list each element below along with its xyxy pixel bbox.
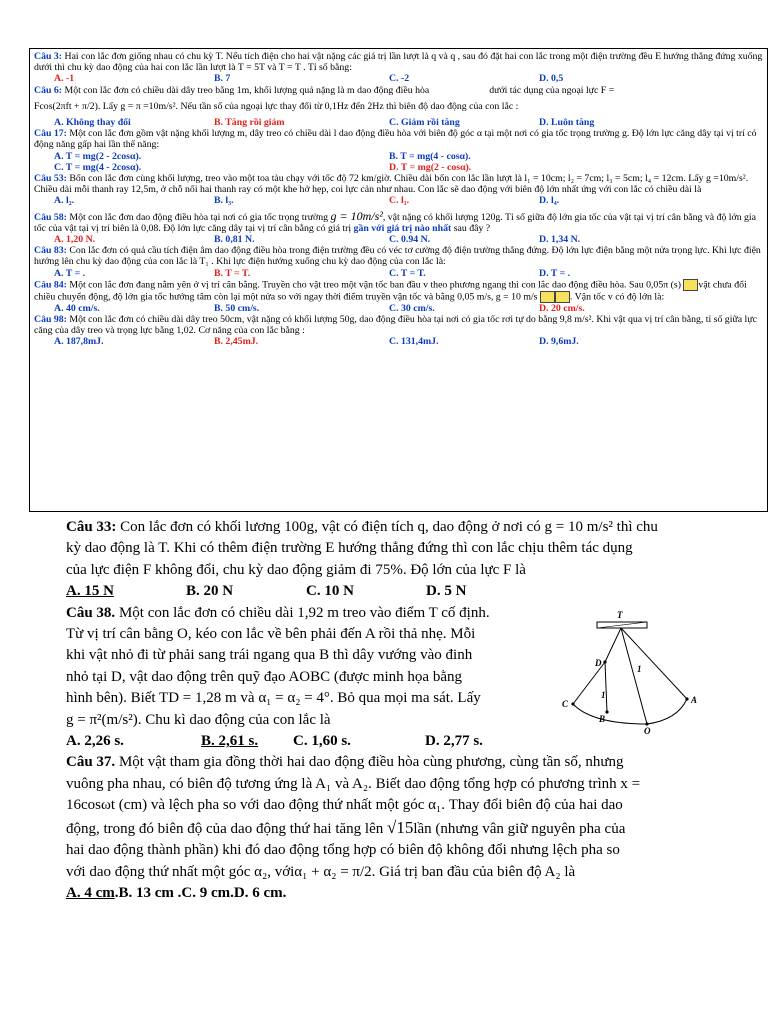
lower-questions: Câu 33: Con lắc đơn có khối lương 100g, vật có điện tích q, dao động ở nơi có g = 10 m/s² thì chu kỳ dao động là T. Khi có thêm điện trường E hướng thẳng đứng thì con lắc chịu thêm tác dụng của lực điện F không đổi, chu kỳ dao động giảm đi 75%. Độ lớn của lực F là A. 15 N B. 20 N C. 10 N D. 5 N Câu 38. Một con lắc đơn có chiều dài 1,92 m treo vào điểm T cố định. Từ vị trí cân bằng O, kéo con lắc về bên phải đến A rồi thả nhẹ. Mỗi khi vật nhỏ đi từ phải sang trái ngang qua B thì dây vướng vào đinh nhỏ tại D, vật dao động trên quỹ đạo AOBC (được minh họa bằng hình bên). Biết TD = 1,28 m và α₁ = α₂ = 4°. Bỏ qua mọi ma sát. Lấy g = π²(m/s²). Chu kì dao động của con lắc là A. 2,26 s. B. 2,61 s. C. 1,60 s. D. 2,77 s. Câu 37. Một vật tham gia đồng thời hai dao động điều hòa cùng phương, cùng tần số, nhưng vuông pha nhau, có biên độ tương ứng là A₁ và A₂. Biết dao động tổng hợp có phương trình x = 16cosωt (cm) và lệch pha so với dao động thứ nhất một góc α₁. Thay đổi biên độ của hai dao động, trong đó biên độ của dao động thứ hai tăng lên √15lần (nhưng vân giữ nguyên pha của hai dao động thành phần) khi đó dao động tổng hợp có biên độ không đổi nhưng lệch pha so với dao động thứ nhất một góc α₂, vớiα₁ + α₂ = π/2. Giá trị ban đầu của biên độ A₂ là A. 4 cm.B. 13 cm .C. 9 cm.D. 6 cm. <box>66 517 716 904</box>
q84-options: A. 40 cm/s. B. 50 cm/s. C. 30 cm/s. D. 20 cm/s. <box>54 302 585 314</box>
formula-image-icon <box>540 291 555 303</box>
string-to-b <box>605 662 607 712</box>
question-58: Câu 58: Một con lắc đơn dao động điều hòa tại nơi có gia tốc trọng trường g = 10m/s², vật nặng có khối lượng 120g. Tỉ số giữa độ lớn gia tốc của vật tại vị trí cân bằng và độ lớn gia tốc của vật tại vị trí biên là 0,08. Độ lớn lực căng dây tại vị trí cân bằng có giá trị gần với giá trị nào nhất sau đây ? <box>34 208 757 234</box>
q3-options: A. -1 B. 7 C. -2 D. 0,5 <box>54 73 564 85</box>
point-c <box>571 702 574 705</box>
q6-options: A. Không thay đổi B. Tăng rồi giảm C. Giảm rồi tăng D. Luôn tăng <box>54 117 595 129</box>
q38-options: A. 2,26 s. B. 2,61 s. C. 1,60 s. D. 2,77 s. <box>66 733 483 750</box>
question-53: Câu 53: Bốn con lắc đơn cùng khối lượng, treo vào một toa tàu chạy với tốc độ 72 km/giờ. Chiều dài bốn con lắc lần lượt là l₁ = 10cm; l₂ = 7cm; l₃ = 5cm; l₄ = 12cm. Lấy g =10m/s². Chiều dài mỗi thanh ray 12,5m, ở chỗ nối hai thanh ray có một khe hở hẹp, coi lực cản như nhau. Con lắc sẽ dao động với biên độ lớn nhất ứng với con lắc có chiều dài là <box>34 173 749 196</box>
label-alpha2: 1 <box>601 690 606 700</box>
point-d <box>603 660 606 663</box>
trajectory-arc <box>573 699 687 724</box>
question-3: Câu 3: Hai con lắc đơn giống nhau có chu kỳ T. Nếu tích điện cho hai vật nặng các giá trị lần lượt là q và q , sau đó đặt hai con lắc trong một điện trường đều E hướng thẳng đứng xuống dưới thì chu kỳ dao động của hai con lắc lần lượt là T = 5T và T = T . Tỉ số bằng: <box>34 51 763 74</box>
q53-options: A. l₂. B. l₃. C. l₁. D. l₄. <box>54 195 560 207</box>
question-6-cont: Fcos(2πft + π/2). Lấy g = π =10m/s². Nếu tần số của ngoại lực thay đổi từ 0,1Hz đến 2Hz thì biên độ dao động của con lắc : <box>34 100 519 112</box>
label-b: B <box>599 714 606 724</box>
point-a <box>685 697 688 700</box>
label-c: C <box>562 699 569 709</box>
question-37: Câu 37. Một vật tham gia đồng thời hai dao động điều hòa cùng phương, cùng tần số, nhưng <box>66 754 624 771</box>
label-a: A <box>691 695 698 705</box>
question-98: Câu 98: Một con lắc đơn có chiều dài dây treo 50cm, vật nặng có khối lượng 50g, dao động điều hòa tại nơi có gia tốc rơi tự do bằng 9,8 m/s². Khi vật qua vị trí cân bằng, tỉ số giữa lực căng của dây treo và trọng lực bằng 1,02. Cơ năng của con lắc bằng : <box>34 314 757 337</box>
q83-options: A. T = . B. T = T. C. T = T. D. T = . <box>54 267 571 279</box>
q58-options: A. 1,20 N. B. 0,81 N. C. 0.94 N. D. 1,34 N. <box>54 234 581 246</box>
q17-options-row1: A. T = mg(2 - 2cosα). B. T = mg(4 - cosα). <box>54 150 471 162</box>
label-t: T <box>617 610 623 620</box>
label-alpha1: 1 <box>637 664 642 674</box>
question-83: Câu 83: Con lắc đơn có quả cầu tích điện âm dao động điều hòa trong điện trường đều có véc tơ cường độ điện trường thẳng đứng. Độ lớn lực điện bằng một nửa trọng lực. Khi lực điện hướng lên chu kỳ dao động của con lắc là T₁ . Khi lực điện hướng xuống chu kỳ dao động của con lắc là: <box>34 245 761 268</box>
question-17: Câu 17: Một con lắc đơn gồm vật nặng khối lượng m, dây treo có chiều dài l dao động điều hòa với biên độ góc α tại một nơi có gia tốc trọng trường g. Độ lớn lực căng dây tại vị trí có động năng gấp hai lần thế năng: <box>34 128 757 151</box>
question-6: Câu 6: Một con lắc đơn có chiều dài dây treo bằng 1m, khối lượng quả nặng là m dao động điều hòa dưới tác dụng của ngoại lực F = <box>34 84 615 96</box>
hatch-line <box>597 622 647 628</box>
q33-options: A. 15 N B. 20 N C. 10 N D. 5 N <box>66 583 467 600</box>
pendulum-figure <box>537 604 737 734</box>
formula-image-icon <box>683 279 698 291</box>
question-33: Câu 33: Con lắc đơn có khối lương 100g, vật có điện tích q, dao động ở nơi có g = 10 m/s² thì chu <box>66 519 658 535</box>
formula-image-icon <box>555 291 570 303</box>
question-84: Câu 84: Một con lắc đơn đang nằm yên ở vị trí cân bằng. Truyền cho vật treo một vận tốc ban đầu v theo phương ngang thì con lắc dao động điều hòa. Sau 0,05π (s) vật chưa đổi chiều chuyển động, độ lớn gia tốc hướng tâm còn lại một nửa so với ngay thời điểm truyền vận tốc và bằng 0,05 m/s, g = 10 m/s . Vận tốc v có độ lớn là: <box>34 279 747 303</box>
q17-options-row2: C. T = mg(4 - 2cosα). D. T = mg(2 - cosα). <box>54 161 472 173</box>
label-o: O <box>644 726 651 734</box>
q98-options: A. 187,8mJ. B. 2,45mJ. C. 131,4mJ. D. 9,6mJ. <box>54 336 579 348</box>
string-to-d <box>605 628 621 662</box>
question-38: Câu 38. Một con lắc đơn có chiều dài 1,92 m treo vào điểm T cố định. Từ vị trí cân bằng O, kéo con lắc về bên phải đến A rồi thả nhẹ. Mỗi khi vật nhỏ đi từ phải sang trái ngang qua B thì dây vướng vào đinh nhỏ tại D, vật dao động trên quỹ đạo AOBC (được minh họa bằng hình bên). Biết TD = 1,28 m và α₁ = α₂ = 4°. Bỏ qua mọi ma sát. Lấy g = π²(m/s²). Chu kì dao động của con lắc là A. 2,26 s. B. 2,61 s. C. 1,60 s. D. 2,77 s. <box>66 603 528 753</box>
question-box <box>29 48 768 512</box>
point-b <box>605 710 608 713</box>
label-d: D <box>595 658 602 668</box>
